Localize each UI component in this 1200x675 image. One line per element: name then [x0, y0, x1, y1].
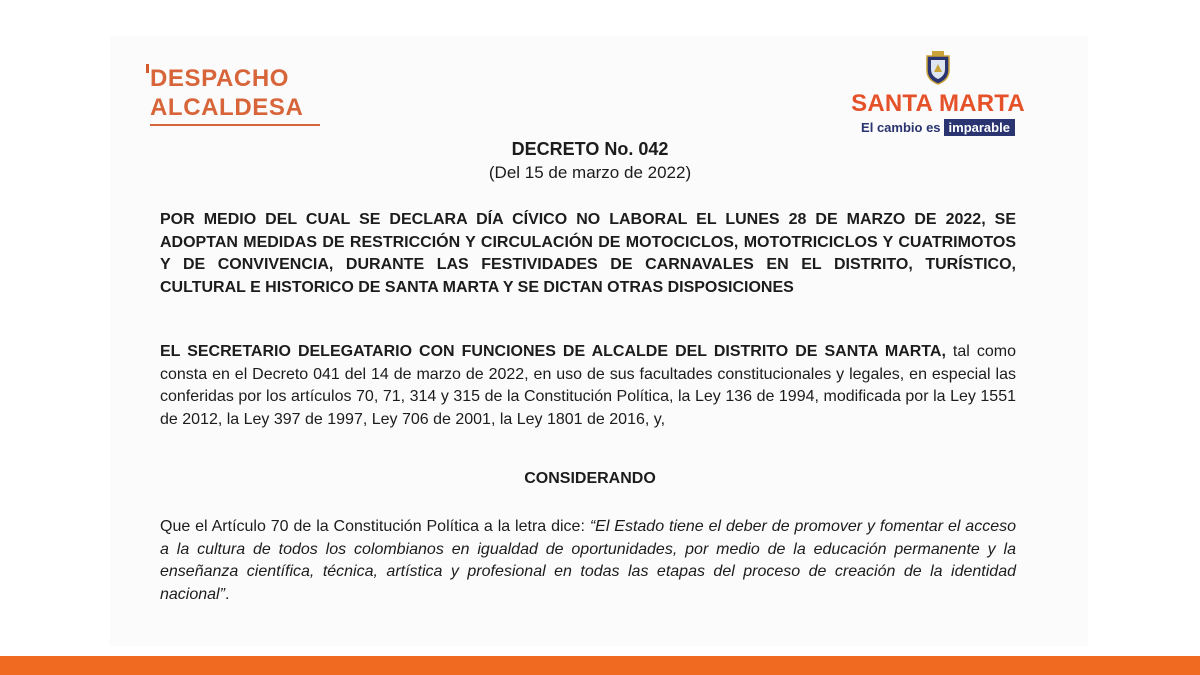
tagline-prefix: El cambio es: [861, 120, 941, 135]
bottom-accent-bar: [0, 656, 1200, 675]
preamble-lead: EL SECRETARIO DELEGATARIO CON FUNCIONES DE ALCALDE DEL DISTRITO DE SANTA MARTA,: [160, 343, 946, 360]
decree-subject: POR MEDIO DEL CUAL SE DECLARA DÍA CÍVICO NO LABORAL EL LUNES 28 DE MARZO DE 2022, SE ADOPTAN MEDIDAS DE RESTRICCIÓN Y CIRCULACIÓN DE MOTOCICLOS, MOTOTRICICLOS Y CUATRIMOTOS Y DE CONVIVENCIA, DURANTE LAS FESTIVIDADES DE CARNAVALES EN EL DISTRITO, TURÍSTICO, CULTURAL E HISTORICO DE SANTA MARTA Y SE DICTAN OTRAS DISPOSICIONES: [160, 211, 1016, 296]
whereas-quote: “El Estado tiene el deber de promover y fomentar el acceso a la cultura de todos los colombianos en igualdad de oportunidades, por medio de la educación permanente y la enseñanza científica, técnica, artística y profesional en todas las etapas del proceso de creación de la identidad nacional”: [160, 518, 1017, 603]
office-underline: [150, 124, 320, 126]
considering-heading: CONSIDERANDO: [524, 470, 656, 487]
office-header: [150, 64, 320, 126]
decree-date: (Del 15 de marzo de 2022): [488, 163, 692, 182]
decree-preamble: [160, 341, 1016, 431]
office-title-line1: DESPACHO: [150, 65, 290, 92]
whereas-paragraph: [160, 516, 1016, 606]
decree-number: DECRETO No. 042: [511, 139, 669, 159]
tagline-highlight: imparable: [944, 119, 1015, 136]
office-title-line2: ALCALDESA: [150, 94, 304, 121]
santa-marta-logo: [838, 50, 1038, 136]
whereas-end: .: [224, 585, 230, 603]
brand-tagline: [838, 119, 1038, 136]
office-mark: [146, 64, 149, 73]
preamble-body: tal como consta en el Decreto 041 del 14 de marzo de 2022, en uso de sus facultades constitucionales y legales, en especial las conferidas por los artículos 70, 71, 314 y 315 de la Constitución Política, la Ley 136 de 1994, modificada por la Ley 1551 de 2012, la Ley 397 de 1997, Ley 706 de 2001, la Ley 1801 de 2016, y,: [160, 343, 1016, 428]
brand-name: SANTA MARTA: [851, 90, 1025, 117]
city-shield-icon: [924, 50, 952, 86]
whereas-intro: Que el Artículo 70 de la Constitución Política a la letra dice:: [160, 518, 590, 535]
